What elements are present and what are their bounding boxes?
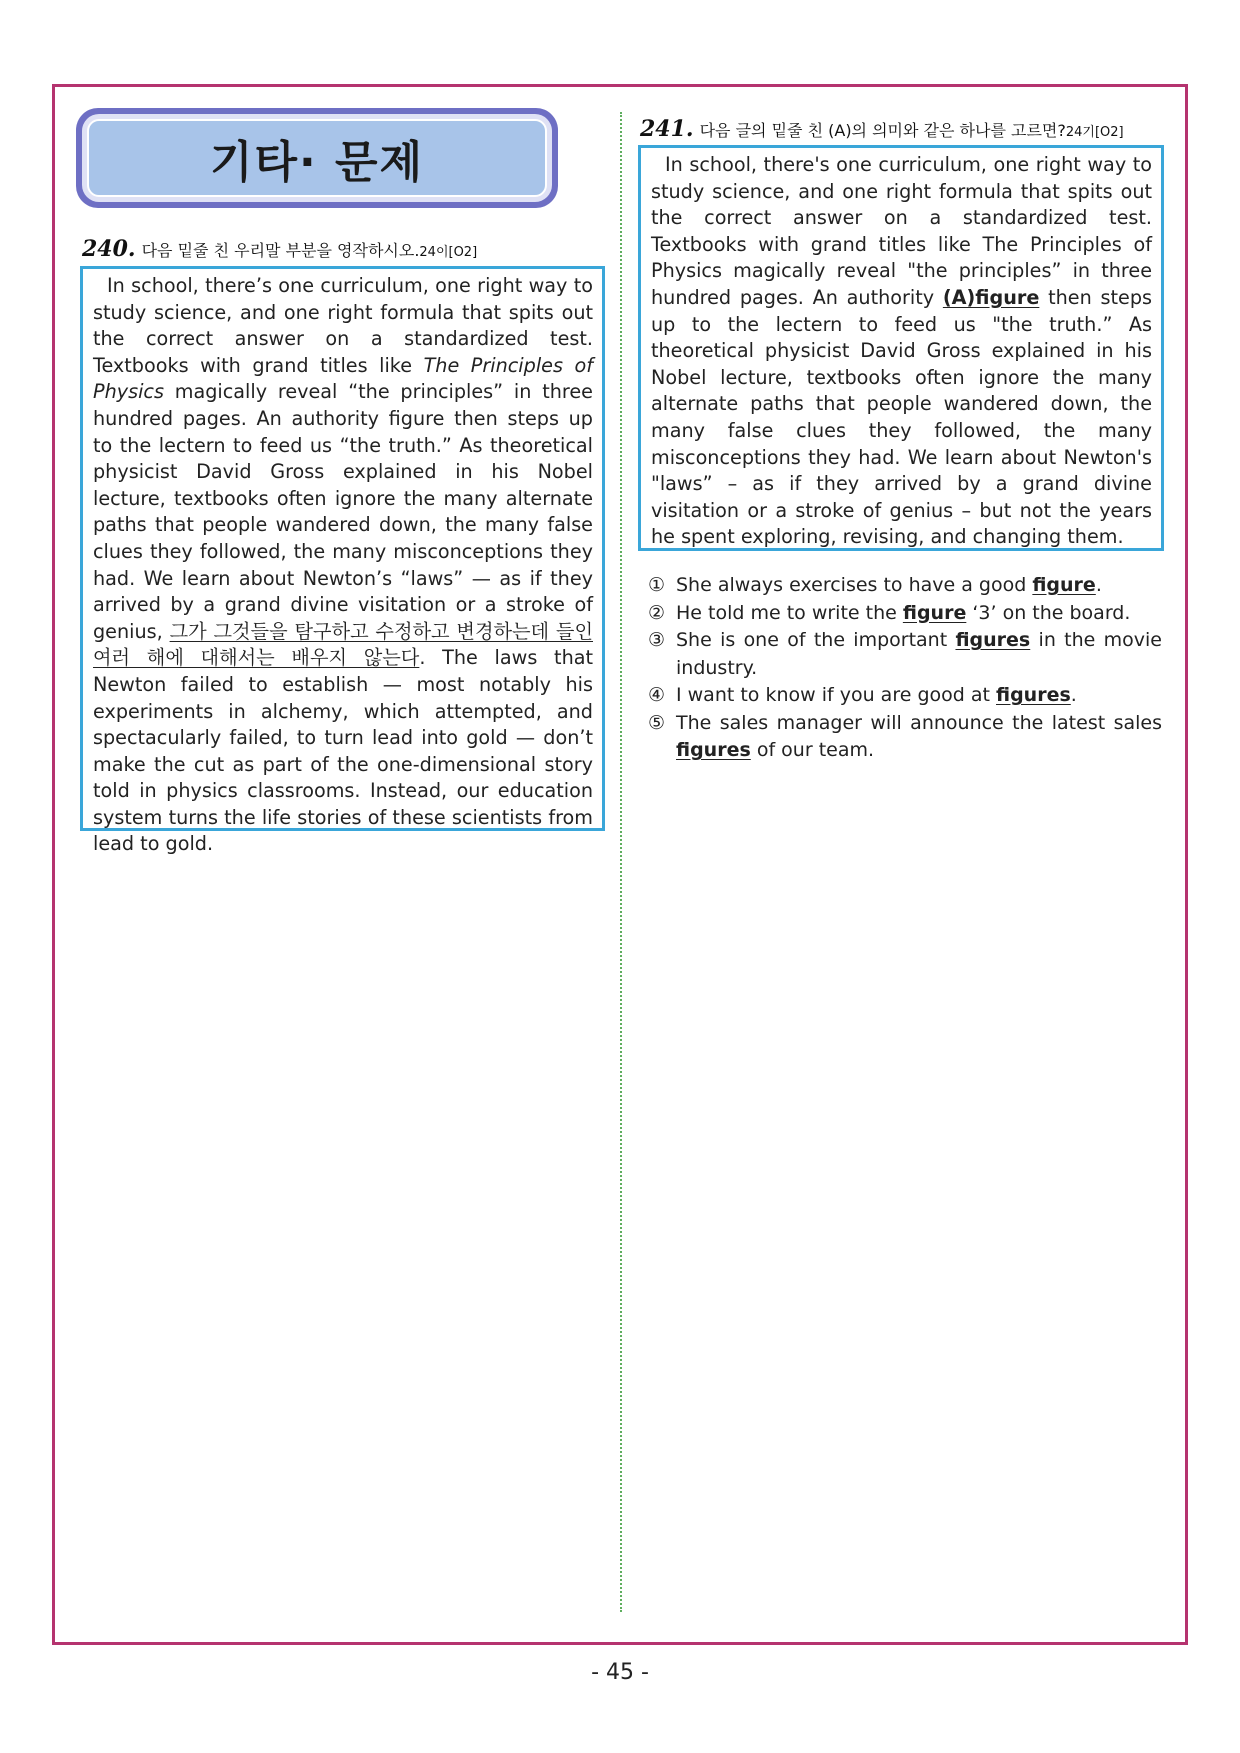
- question-241-tag: 24기[O2]: [1065, 125, 1124, 140]
- question-241-number: 241.: [640, 116, 694, 142]
- page-number: - 45 -: [591, 1660, 649, 1685]
- choice-4[interactable]: ④ I want to know if you are good at figures.: [648, 684, 1077, 706]
- question-241-instruction: 다음 글의 밑줄 친 (A)의 의미와 같은 하나를 고르면?: [699, 121, 1066, 140]
- marked-word-a: (A)figure: [942, 285, 1040, 309]
- choice-5[interactable]: ⑤ The sales manager will announce the latest sales figures of our team.: [648, 711, 1162, 761]
- choice-2[interactable]: ② He told me to write the figure ‘3’ on the board.: [648, 601, 1131, 624]
- column-divider: [620, 112, 622, 1612]
- question-241-header: [640, 116, 1124, 142]
- choice-3[interactable]: ③ She is one of the important figures in the movie industry.: [648, 629, 1162, 679]
- section-title-banner: [76, 108, 558, 208]
- choice-1[interactable]: ① She always exercises to have a good figure.: [648, 574, 1102, 596]
- question-241-passage: In school, there's one curriculum, one right way to study science, and one right formula that spits out the correct answer on a standardized test. Textbooks with grand titles like The Principles of Physics magically reveal "the principles” in three hundred pages. An authority (A)figure then steps up to the lectern to feed us "the truth.” As theoretical physicist David Gross explained in his Nobel lecture, textbooks often ignore the many alternate paths that people wandered down, the many false clues they followed, the many misconceptions they had. We learn about Newton's "laws” – as if they arrived by a grand divine visitation or a stroke of genius – but not the years he spent exploring, revising, and changing them.: [638, 145, 1164, 551]
- question-240-tag: 24이[O2]: [419, 245, 478, 260]
- answer-choices: [648, 572, 1162, 765]
- underlined-korean-phrase: 그가 그것들을 탐구하고 수정하고 변경하는데 들인 여러 해에 대해서는 배우지 않는다: [93, 619, 593, 670]
- section-title: 기타· 문제: [209, 137, 425, 188]
- book-title: The Principles of Physics: [93, 353, 593, 404]
- question-240-header: [82, 236, 477, 262]
- question-240-number: 240.: [82, 236, 136, 262]
- question-240-passage: In school, there’s one curriculum, one right way to study science, and one right formula that spits out the correct answer on a standardized test. Textbooks with grand titles like The Principles of Physics magically reveal “the principles” in three hundred pages. An authority figure then steps up to the lectern to feed us “the truth.” As theoretical physicist David Gross explained in his Nobel lecture, textbooks often ignore the many alternate paths that people wandered down, the many false clues they followed, the many misconceptions they had. We learn about Newton’s “laws” — as if they arrived by a grand divine visitation or a stroke of genius, 그가 그것들을 탐구하고 수정하고 변경하는데 들인 여러 해에 대해서는 배우지 않는다. The laws that Newton failed to establish — most notably his experiments in alchemy, which attempted, and spectacularly failed, to turn lead into gold — don’t make the cut as part of the one-dimensional story told in physics classrooms. Instead, our education system turns the life stories of these scientists from lead to gold.: [80, 266, 605, 831]
- question-240-instruction: 다음 밑줄 친 우리말 부분을 영작하시오.: [141, 241, 420, 260]
